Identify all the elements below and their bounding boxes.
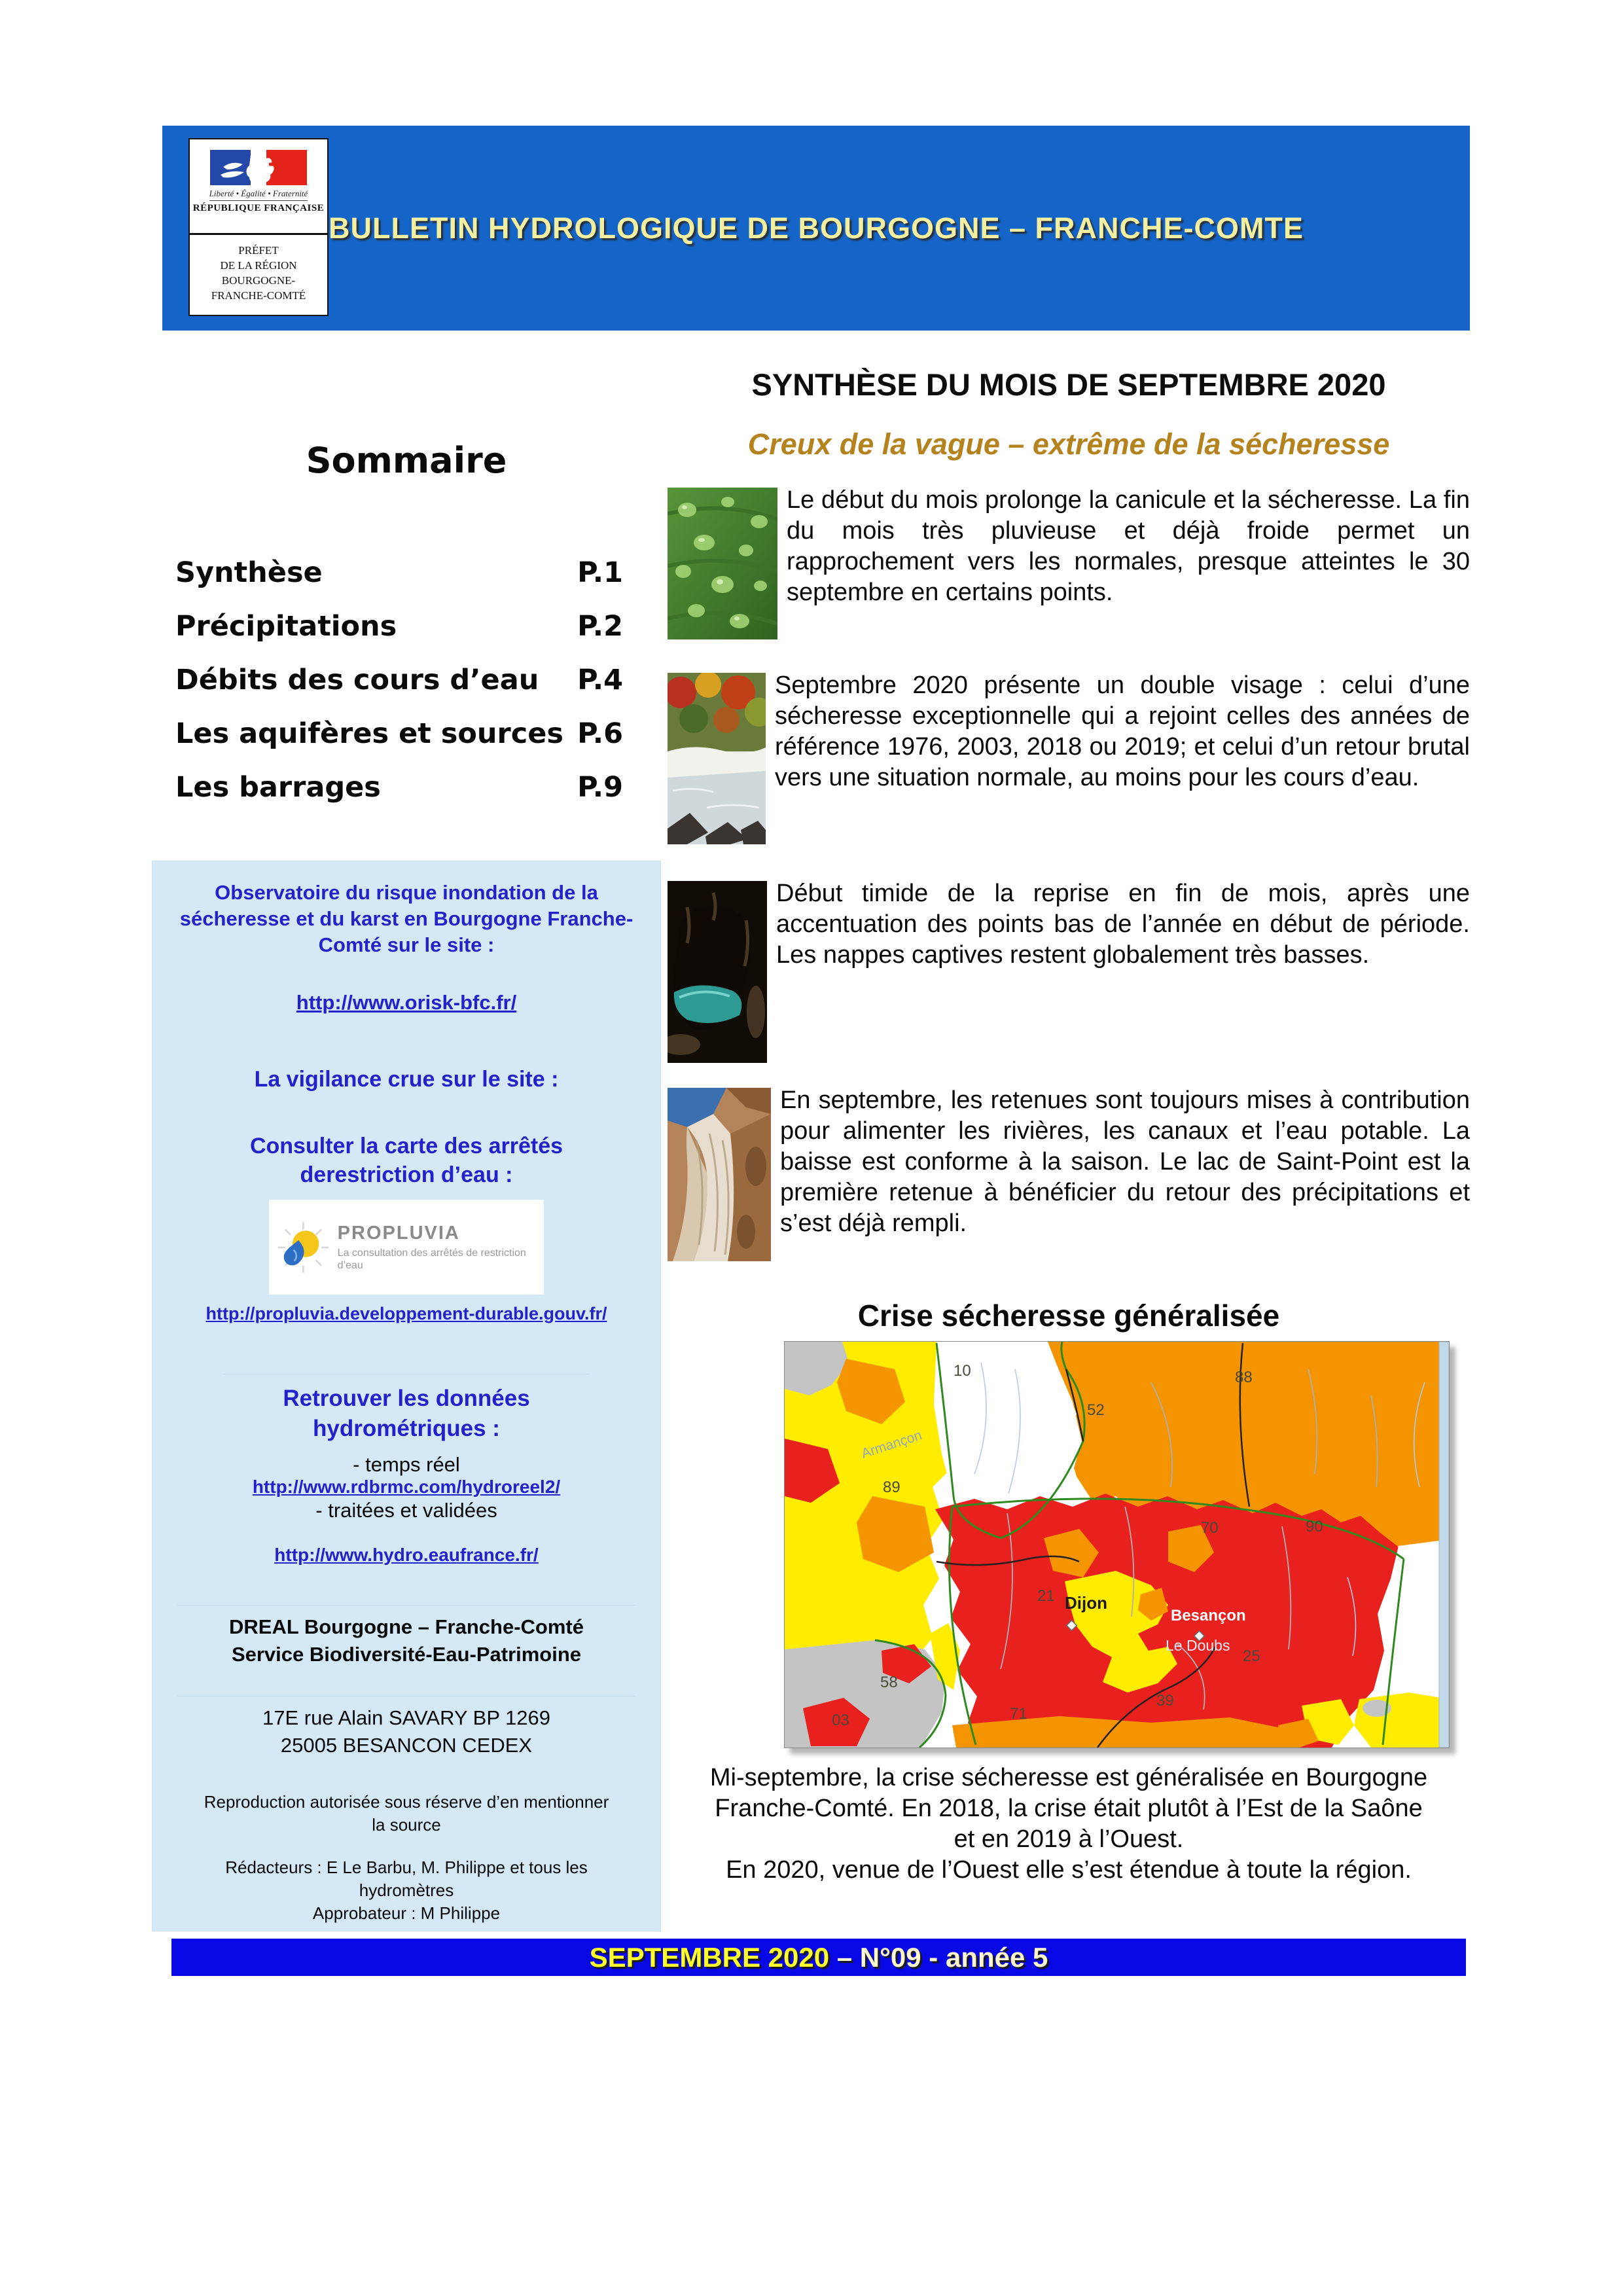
map-title: Crise sécheresse généralisée	[857, 1299, 1280, 1333]
drought-map-frame	[784, 1341, 1450, 1748]
rdbrmc-link[interactable]: http://www.rdbrmc.com/hydroreel2/	[252, 1477, 561, 1497]
toc-page: P.6	[577, 717, 623, 750]
paragraph-text: Début timide de la reprise en fin de mois, après une accentuation des points bas de l’année en début de période. Les nappes captives restent globalement très basses.	[776, 880, 1470, 969]
paragraph-text: En septembre, les retenues sont toujours mises à contribution pour alimenter les rivières, les canaux et l’eau potable. La baisse est conforme à la saison. Le lac de Saint-Point est la première retenue à bénéficier du retour des précipitations et s’est déjà rempli.	[780, 1086, 1470, 1237]
map-label: Besançon	[1171, 1607, 1246, 1624]
paragraph-retenues	[668, 1085, 1470, 1264]
synthese-title: SYNTHÈSE DU MOIS DE SEPTEMBRE 2020	[751, 367, 1386, 402]
map-label: 21	[1037, 1587, 1055, 1605]
eaufrance-link[interactable]: http://www.hydro.eaufrance.fr/	[274, 1545, 539, 1565]
address-block	[177, 1696, 635, 1759]
credits-block	[177, 1856, 635, 1925]
map-label: 70	[1201, 1519, 1219, 1537]
karst-cave-image	[668, 881, 767, 1063]
header-banner	[162, 126, 1470, 331]
propluvia-sun-drop-icon	[276, 1217, 331, 1278]
bulletin-title: BULLETIN HYDROLOGIQUE DE BOURGOGNE – FRANCHE-COMTE	[328, 211, 1304, 245]
map-label: 71	[1010, 1705, 1027, 1723]
toc-item-barrages	[175, 771, 623, 804]
vigilance-text: La vigilance crue sur le site :	[254, 1067, 559, 1092]
synthese-column	[668, 367, 1470, 1886]
toc-label: Débits des cours d’eau	[175, 664, 539, 696]
marianne-flag-icon	[210, 150, 307, 185]
toc-item-precipitations	[175, 610, 623, 643]
map-label: 52	[1087, 1401, 1105, 1419]
caption-line: Franche-Comté. En 2018, la crise était plutôt à l’Est de la Saône	[715, 1795, 1423, 1822]
map-label: 58	[880, 1674, 898, 1691]
map-label: 89	[883, 1479, 901, 1496]
leaf-raindrops-image	[668, 488, 777, 639]
map-label: 39	[1156, 1692, 1174, 1710]
propluvia-subtitle: La consultation des arrêtés de restriction d’eau	[337, 1247, 526, 1271]
autumn-river-image	[668, 673, 766, 844]
redacteurs-line: Rédacteurs : E Le Barbu, M. Philippe et tous les hydromètres	[225, 1857, 588, 1900]
map-caption	[668, 1763, 1470, 1886]
toc-page: P.1	[577, 556, 623, 589]
drought-map	[785, 1342, 1449, 1748]
map-label: Le Doubs	[1166, 1637, 1230, 1654]
toc-page: P.4	[577, 664, 623, 696]
toc-page: P.9	[577, 771, 623, 804]
retrouver-text: Retrouver les données hydrométriques :	[223, 1374, 590, 1444]
toc-page: P.2	[577, 610, 623, 643]
orisk-link[interactable]: http://www.orisk-bfc.fr/	[296, 991, 517, 1014]
dreal-block	[177, 1605, 635, 1668]
prefet-line: DE LA RÉGION	[220, 259, 297, 272]
map-label: 90	[1306, 1518, 1323, 1535]
synthese-subtitle: Creux de la vague – extrême de la sécheresse	[747, 427, 1390, 461]
toc-item-debits	[175, 664, 623, 696]
dreal-line1: DREAL Bourgogne – Franche-Comté	[229, 1615, 584, 1638]
toc-label: Les aquifères et sources	[175, 717, 563, 750]
reproduction-note: Reproduction autorisée sous réserve d’en mentionner la source	[204, 1792, 609, 1835]
consulter-text: Consulter la carte des arrêtés derestriction d’eau :	[249, 1134, 563, 1187]
toc-label: Synthèse	[175, 556, 323, 589]
sommaire-title: Sommaire	[306, 440, 507, 481]
propluvia-link[interactable]: http://propluvia.developpement-durable.gouv.fr/	[205, 1304, 607, 1323]
map-label: Dijon	[1065, 1593, 1107, 1613]
paragraph-text: Septembre 2020 présente un double visage : celui d’une sécheresse exceptionnelle qui a rejoint celles des années de référence 1976, 2003, 2018 ou 2019; et celui d’un retour brutal vers une situation normale, au moins pour les cours d’eau.	[775, 672, 1470, 791]
address-line2: 25005 BESANCON CEDEX	[280, 1734, 533, 1757]
footer-bar	[171, 1939, 1466, 1976]
caption-line: En 2020, venue de l’Ouest elle s’est étendue à toute la région.	[726, 1856, 1412, 1884]
prefet-line: BOURGOGNE-	[221, 274, 296, 287]
toc-label: Les barrages	[175, 771, 381, 804]
logo-republic: RÉPUBLIQUE FRANÇAISE	[192, 203, 325, 213]
footer-month: SEPTEMBRE 2020	[589, 1941, 830, 1973]
observatoire-text: Observatoire du risque inondation de la sécheresse et du karst en Bourgogne Franche-Comté sur le site :	[179, 881, 633, 956]
map-label: 25	[1243, 1647, 1260, 1665]
approbateur-line: Approbateur : M Philippe	[312, 1903, 501, 1923]
prefet-line: PRÉFET	[238, 244, 279, 257]
propluvia-name: PROPLUVIA	[337, 1223, 460, 1244]
map-label: Armançon	[859, 1427, 924, 1462]
traitees-label: - traitées et validées	[315, 1499, 497, 1522]
logo-motto: Liberté • Égalité • Fraternité	[209, 188, 308, 201]
map-label: 03	[832, 1712, 849, 1729]
temps-reel-label: - temps réel	[353, 1453, 460, 1476]
paragraph-nappes	[668, 878, 1470, 1066]
caption-line: Mi-septembre, la crise sécheresse est généralisée en Bourgogne	[709, 1764, 1428, 1791]
map-label: 10	[954, 1362, 971, 1380]
paragraph-double-visage	[668, 670, 1470, 847]
prefet-line: FRANCHE-COMTÉ	[211, 289, 306, 302]
caption-line: et en 2019 à l’Ouest.	[954, 1825, 1184, 1853]
map-label: 88	[1235, 1369, 1253, 1386]
dreal-line2: Service Biodiversité-Eau-Patrimoine	[231, 1643, 582, 1666]
table-of-contents	[175, 556, 623, 825]
propluvia-logo	[269, 1200, 544, 1295]
dam-image	[668, 1088, 771, 1261]
paragraph-precipitations	[668, 485, 1470, 642]
address-line1: 17E rue Alain SAVARY BP 1269	[262, 1706, 551, 1729]
toc-item-synthese	[175, 556, 623, 589]
footer-issue: – N°09 - année 5	[829, 1941, 1048, 1973]
info-sidebar	[152, 861, 661, 1931]
toc-item-aquiferes	[175, 717, 623, 750]
toc-label: Précipitations	[175, 610, 397, 643]
paragraph-text: Le début du mois prolonge la canicule et la sécheresse. La fin du mois très pluvieuse et déjà froide permet un rapprochement vers les normales, presque atteintes le 30 septembre en certains points.	[787, 486, 1470, 606]
